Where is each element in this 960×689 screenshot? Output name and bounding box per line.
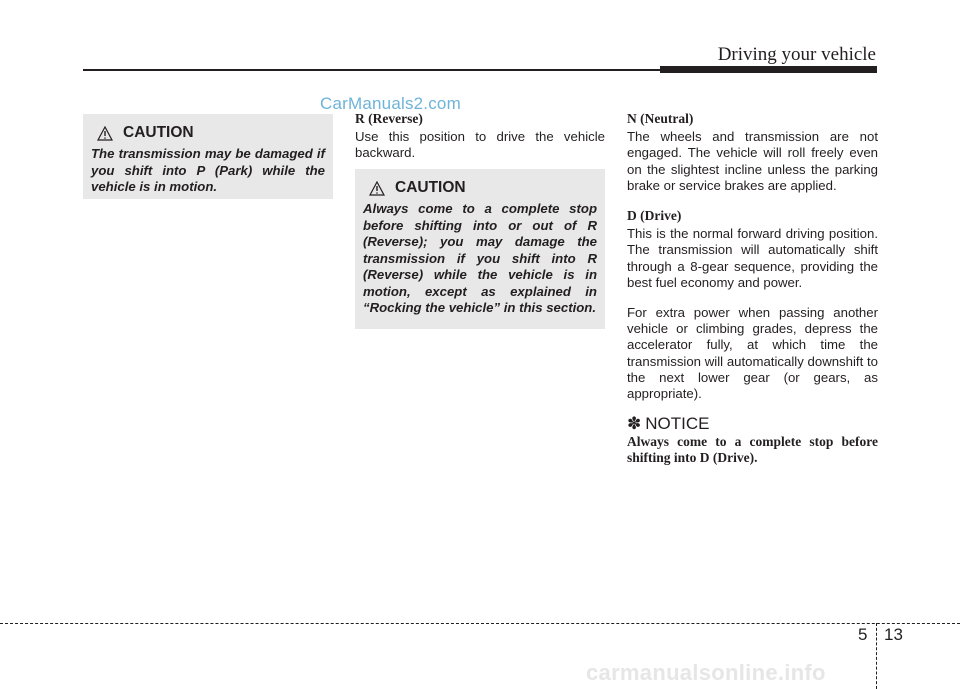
watermark-link[interactable]: CarManuals2.com [320,94,461,113]
header-rule-thin [83,69,660,71]
notice-title: NOTICE [645,414,710,434]
chapter-number: 5 [858,625,868,644]
page-number: 13 [884,625,903,644]
watermark-bottom: carmanualsonline.info [586,660,826,685]
warning-triangle-icon [369,181,385,196]
drive-text-2: For extra power when passing another vehicle or climbing grades, depress the accelerator fully, at which time the transmission will automatically downshift to the next lower gear (or gears, as appropriate). [627,305,878,402]
caution-box-park [83,114,333,199]
caution-text: Always come to a complete stop before shifting into or out of R (Reverse); you may damage the transmission if you shift into R (Reverse) while the vehicle is in motion, except as explained in “Rocking the vehicle” in this section. [363,201,597,315]
notice-text: Always come to a complete stop before shifting into D (Drive). [627,434,878,466]
footer-dashed-line [0,623,960,624]
header-title: Driving your vehicle [717,44,876,65]
caution-header [369,179,597,197]
warning-triangle-icon [97,126,113,141]
header-rule-thick [660,66,877,73]
reverse-section [355,111,605,176]
reverse-heading: R (Reverse) [355,111,423,126]
reverse-text: Use this position to drive the vehicle backward. [355,129,605,161]
caution-title: CAUTION [395,179,466,196]
caution-box-reverse [355,169,605,329]
notice-heading [627,416,878,432]
page-number-separator [876,623,877,689]
caution-header [97,124,325,142]
caution-title: CAUTION [123,124,194,141]
neutral-text: The wheels and transmission are not engaged. The vehicle will roll freely even on the slightest incline unless the parking brake or service brakes are applied. [627,129,878,193]
right-column [627,111,878,466]
drive-heading: D (Drive) [627,208,682,224]
caution-text: The transmission may be damaged if you shift into P (Park) while the vehicle is in motion. [91,146,325,194]
asterisk-icon: ✽ [627,414,642,434]
drive-text-1: This is the normal forward driving position. The transmission will automatically shift through a 8-gear sequence, providing the best fuel economy and power. [627,226,878,290]
neutral-heading: N (Neutral) [627,111,694,126]
